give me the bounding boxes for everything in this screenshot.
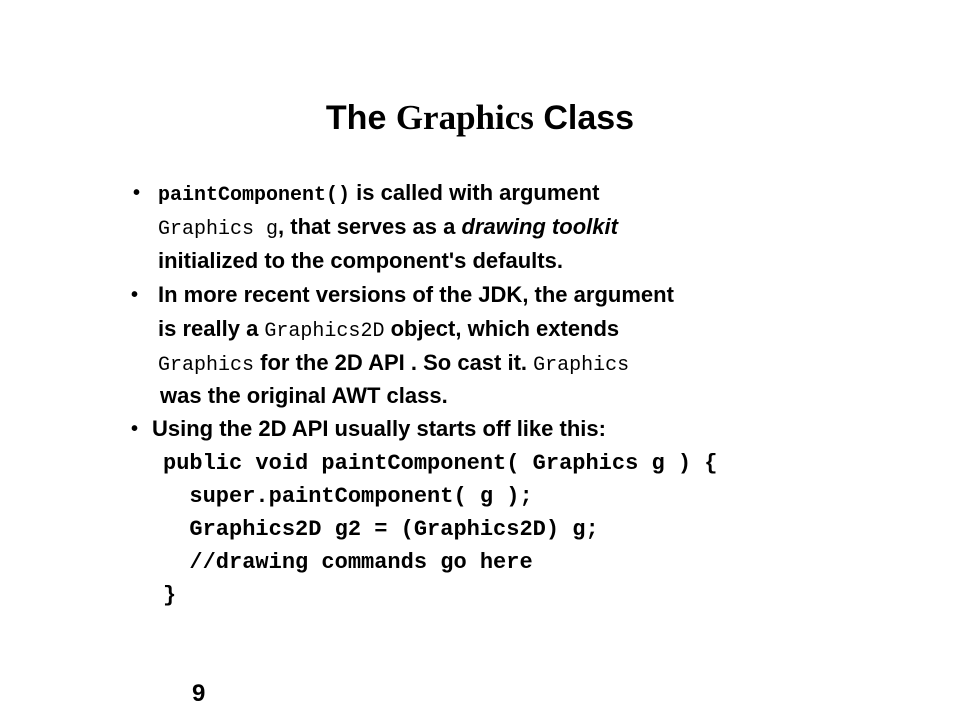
emphasis-drawing-toolkit: drawing toolkit <box>461 214 618 239</box>
bullet-1-text-2: , that serves as a <box>278 214 462 239</box>
code-line-3: Graphics2D g2 = (Graphics2D) g; <box>163 517 599 542</box>
bullet-2-text-3: for the 2D API . So cast it. <box>254 350 534 375</box>
title-suffix: Class <box>543 99 635 137</box>
bullet-1-text-1: is called with argument <box>350 180 600 205</box>
bullet-2-text-4: was the original AWT class. <box>160 383 448 408</box>
bullet-2-text-2a: is really a <box>158 316 265 341</box>
code-paintcomponent: paintComponent() <box>158 184 351 207</box>
bullet-2-line-2 <box>158 316 619 345</box>
bullet-2-line-1 <box>158 282 674 308</box>
code-graphics2d: Graphics2D <box>264 320 385 343</box>
bullet-2-line-4 <box>160 383 448 409</box>
code-graphics-g: Graphics g <box>158 218 279 241</box>
code-graphics-b: Graphics <box>533 354 630 377</box>
bullet-2-text-1: In more recent versions of the JDK, the argument <box>158 282 674 307</box>
bullet-1-line-3 <box>158 248 563 274</box>
bullet-3-line-1 <box>152 416 606 442</box>
title-graphics-word: Graphics <box>395 98 534 137</box>
bullet-2-dot: • <box>131 284 139 306</box>
page-number: 9 <box>192 680 206 707</box>
bullet-1-line-1 <box>158 180 599 209</box>
bullet-2-line-3 <box>158 350 629 379</box>
code-line-2: super.paintComponent( g ); <box>163 484 533 509</box>
bullet-1-dot: • <box>133 182 141 204</box>
bullet-1-text-3: initialized to the component's defaults. <box>158 248 563 273</box>
code-line-5: } <box>163 583 177 608</box>
bullet-1-line-2 <box>158 214 618 243</box>
code-graphics-a: Graphics <box>158 354 255 377</box>
bullet-2-text-2b: object, which extends <box>384 316 620 341</box>
title-prefix: The <box>325 99 387 137</box>
code-line-1: public void paintComponent( Graphics g ) { <box>163 451 718 476</box>
bullet-3-dot: • <box>131 418 139 440</box>
bullet-3-text-1: Using the 2D API usually starts off like this: <box>152 416 606 441</box>
code-line-4: //drawing commands go here <box>163 550 533 575</box>
slide-title <box>0 98 960 138</box>
